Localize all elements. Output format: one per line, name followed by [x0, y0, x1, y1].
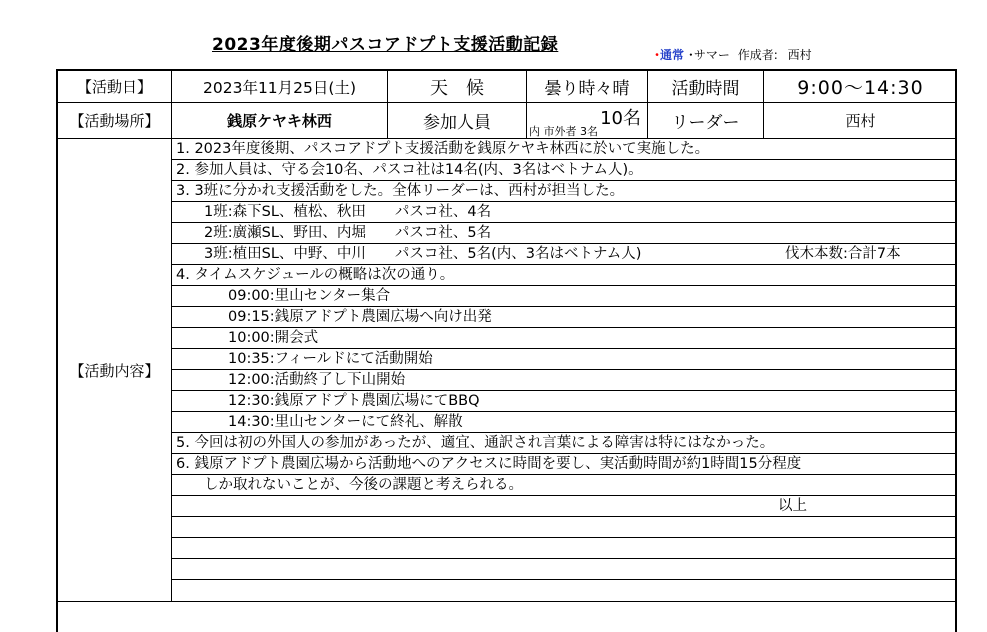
content-line-7: 4. タイムスケジュールの概略は次の通り。	[176, 267, 455, 283]
document-title: 2023年度後期パスコアドプト支援活動記録	[212, 35, 559, 55]
content-line-6: 3班:植田SL、中野、中川 パスコ社、5名(内、3名はベトナム人)	[204, 246, 642, 262]
activity-date: 2023年11月25日(土)	[203, 78, 356, 97]
activity-time: 9:00～14:30	[797, 77, 924, 99]
leader-label: リーダー	[671, 113, 740, 133]
content-line-12: 12:00:活動終了し下山開始	[228, 372, 406, 388]
leader-name: 西村	[845, 112, 876, 130]
activity-time-label: 活動時間	[671, 79, 740, 99]
content-line-8: 09:00:里山センター集合	[228, 288, 391, 304]
activity-place: 銭原ケヤキ林西	[227, 112, 332, 130]
content-line-9: 09:15:銭原アドプト農園広場へ向け出発	[228, 309, 492, 325]
content-line-15: 5. 今回は初の外国人の参加があったが、適宜、通訳され言葉による障害は特にはなかった。	[176, 435, 775, 451]
content-line-17: しか取れないことが、今後の課題と考えられる。	[204, 477, 523, 493]
content-label: 【活動内容】	[69, 361, 160, 380]
author-label: 作成者:	[737, 48, 778, 62]
content-line-2: 2. 参加人員は、守る会10名、パスコ社は14名(内、3名はベトナム人)。	[176, 162, 643, 178]
content-line-1: 1. 2023年度後期、パスコアドプト支援活動を銭原ケヤキ林西に於いて実施した。	[176, 141, 710, 157]
closing-mark: 以上	[778, 498, 807, 514]
content-line-13: 12:30:銭原アドプト農園広場にてBBQ	[228, 393, 480, 409]
content-line-5: 2班:廣瀬SL、野田、内堀 パスコ社、5名	[204, 225, 492, 241]
participants-cell	[527, 103, 647, 138]
type-other: ･サマー	[687, 48, 730, 62]
tree-count: 伐木本数:合計7本	[785, 246, 901, 262]
content-line-14: 14:30:里山センターにて終礼、解散	[228, 414, 463, 430]
record-sheet	[56, 69, 957, 632]
participants-count: 10名	[600, 108, 641, 129]
content-line-10: 10:00:開会式	[228, 330, 319, 346]
record-meta	[654, 46, 812, 63]
author-name: 西村	[787, 48, 812, 62]
weather-label: 天 候	[430, 77, 484, 99]
content-line-11: 10:35:フィールドにて活動開始	[228, 351, 433, 367]
type-selected: 通常	[660, 48, 685, 62]
participants-note: 内 市外者 3名	[529, 125, 598, 138]
date-label: 【活動日】	[76, 78, 152, 96]
content-line-4: 1班:森下SL、植松、秋田 パスコ社、4名	[204, 204, 492, 220]
participants-label: 参加人員	[423, 113, 491, 133]
place-label: 【活動場所】	[69, 112, 160, 130]
weather-value: 曇り時々晴	[544, 79, 630, 99]
content-line-16: 6. 銭原アドプト農園広場から活動地へのアクセスに時間を要し、実活動時間が約1時間15分程度	[176, 456, 802, 472]
selected-bullet: ･	[654, 48, 661, 62]
content-line-3: 3. 3班に分かれ支援活動をした。全体リーダーは、西村が担当した。	[176, 183, 625, 199]
